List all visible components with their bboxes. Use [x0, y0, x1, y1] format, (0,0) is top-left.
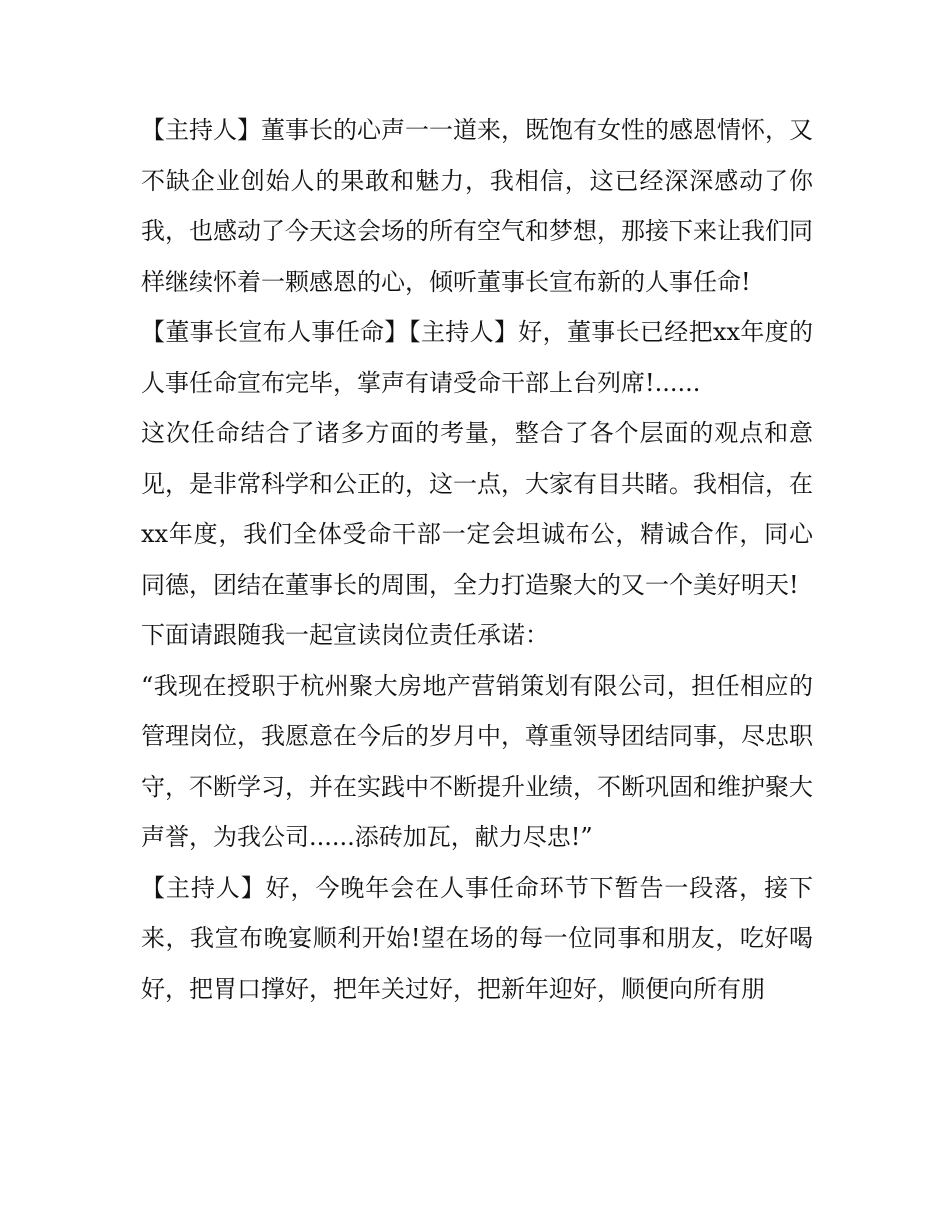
paragraph-pledge-intro: 下面请跟随我一起宣读岗位责任承诺： — [141, 621, 549, 649]
document-body — [141, 105, 813, 1014]
paragraph-appointment-remarks: 这次任命结合了诸多方面的考量，整合了各个层面的观点和意见，是非常科学和公正的，这一点，大家有目共睹。我相信，在xx年度，我们全体受命干部一定会坦诚布公，精诚合作，同心同德，团结在董事长的周围，全力打造聚大的又一个美好明天! — [141, 419, 813, 599]
paragraph-host-intro: 【主持人】董事长的心声一一道来，既饱有女性的感恩情怀，又不缺企业创始人的果敢和魅力，我相信，这已经深深感动了你我，也感动了今天这会场的所有空气和梦想，那接下来让我们同样继续怀着一颗感恩的心，倾听董事长宣布新的人事任命! — [141, 116, 813, 296]
paragraph-banquet-start: 【主持人】好，今晚年会在人事任命环节下暂告一段落，接下来，我宣布晚宴顺利开始!望在场的每一位同事和朋友，吃好喝好，把胃口撑好，把年关过好，把新年迎好，顺便向所有朋 — [141, 873, 813, 1003]
paragraph-appointment-announcement: 【董事长宣布人事任命】【主持人】好，董事长已经把xx年度的人事任命宣布完毕，掌声有请受命干部上台列席!...... — [141, 318, 813, 397]
paragraph-pledge-quote: “我现在授职于杭州聚大房地产营销策划有限公司，担任相应的管理岗位，我愿意在今后的岁月中，尊重领导团结同事，尽忠职守，不断学习，并在实践中不断提升业绩，不断巩固和维护聚大声誉，为我公司......添砖加瓦，献力尽忠!” — [141, 671, 813, 851]
